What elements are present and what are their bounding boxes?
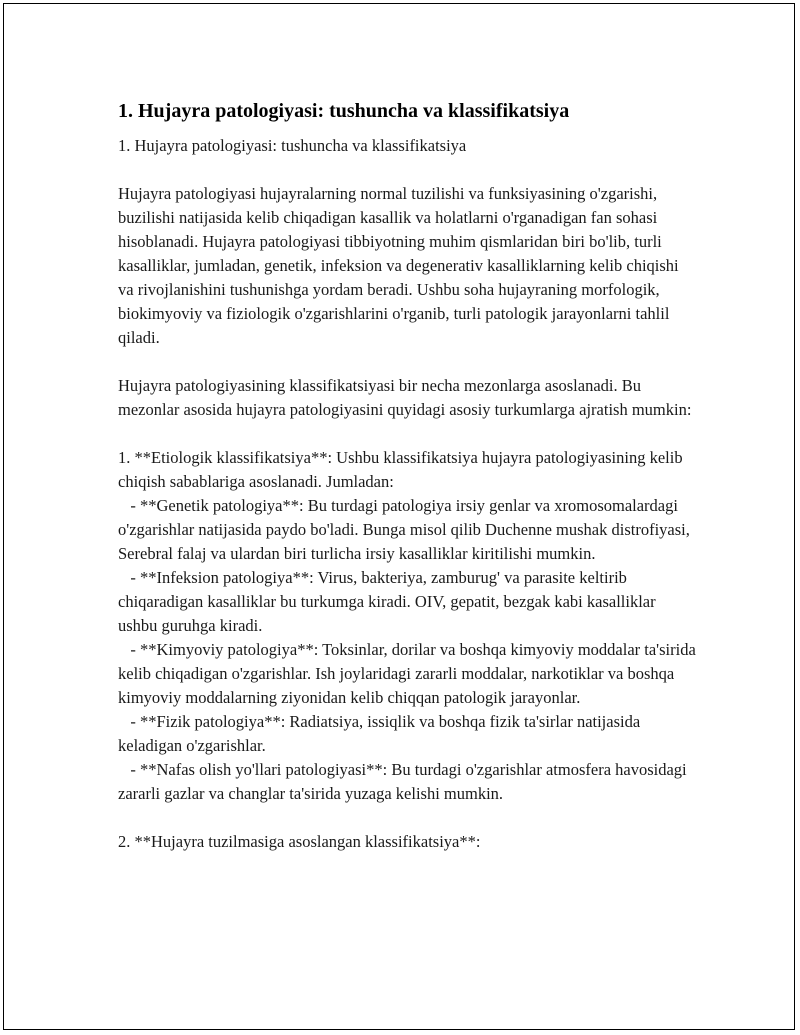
paragraph-classification-intro: Hujayra patologiyasining klassifikatsiyasi bir necha mezonlarga asoslanadi. Bu mezonlar asosida hujayra patologiyasini quyidagi asosiy turkumlarga ajratish mumkin: (118, 376, 692, 419)
sub-item-genetic: - **Genetik patologiya**: Bu turdagi patologiya irsiy genlar va xromosomalardagi o'zgarishlar natijasida paydo bo'ladi. Bunga misol qilib Duchenne mushak distrofiyasi, Serebral falaj va ulardan biri turlicha irsiy kasalliklar kiritilishi mumkin. (118, 496, 695, 563)
sub-item-physical: - **Fizik patologiya**: Radiatsiya, issiqlik va boshqa fizik ta'sirlar natijasida keladigan o'zgarishlar. (118, 712, 645, 755)
sub-item-infectious: - **Infeksion patologiya**: Virus, bakteriya, zamburug' va parasite keltirib chiqaradigan kasalliklar bu turkumga kiradi. OIV, gepatit, bezgak kabi kasalliklar ushbu guruhga kiradi. (118, 568, 660, 635)
document-content (118, 98, 698, 854)
sub-item-chemical: - **Kimyoviy patologiya**: Toksinlar, dorilar va boshqa kimyoviy moddalar ta'sirida kelib chiqadigan o'zgarishlar. Ish joylaridagi zararli moddalar, narkotiklar va boshqa kimyoviy moddalarning ziyonidan kelib chiqqan patologik jarayonlar. (118, 640, 700, 707)
paragraph-gap (118, 350, 698, 374)
paragraph-gap (118, 806, 698, 830)
paragraph-gap (118, 422, 698, 446)
document-subtitle: 1. Hujayra patologiyasi: tushuncha va klassifikatsiya (118, 136, 467, 155)
document-page (3, 3, 795, 1030)
paragraph-definition: Hujayra patologiyasi hujayralarning normal tuzilishi va funksiyasining o'zgarishi, buzilishi natijasida kelib chiqadigan kasallik va holatlarni o'rganadigan fan sohasi hisoblanadi. Hujayra patologiyasi tibbiyotning muhim qismlaridan biri bo'lib, turli kasalliklar, jumladan, genetik, infeksion va degenerativ kasalliklarning kelib chiqishi va rivojlanishini tushunishga yordam beradi. Ushbu soha hujayraning morfologik, biokimyoviy va fiziologik o'zgarishlarini o'rganib, turli patologik jarayonlarni tahlil qiladi. (118, 184, 679, 347)
sub-item-respiratory: - **Nafas olish yo'llari patologiyasi**: Bu turdagi o'zgarishlar atmosfera havosidagi zararli gazlar va changlar ta'sirida yuzaga kelishi mumkin. (118, 760, 691, 803)
list-item-structural: 2. **Hujayra tuzilmasiga asoslangan klassifikatsiya**: (118, 832, 481, 851)
list-item-etiologic: 1. **Etiologik klassifikatsiya**: Ushbu klassifikatsiya hujayra patologiyasining kelib chiqish sabablariga asoslanadi. Jumladan: (118, 448, 683, 491)
document-title: 1. Hujayra patologiyasi: tushuncha va klassifikatsiya (118, 100, 570, 122)
